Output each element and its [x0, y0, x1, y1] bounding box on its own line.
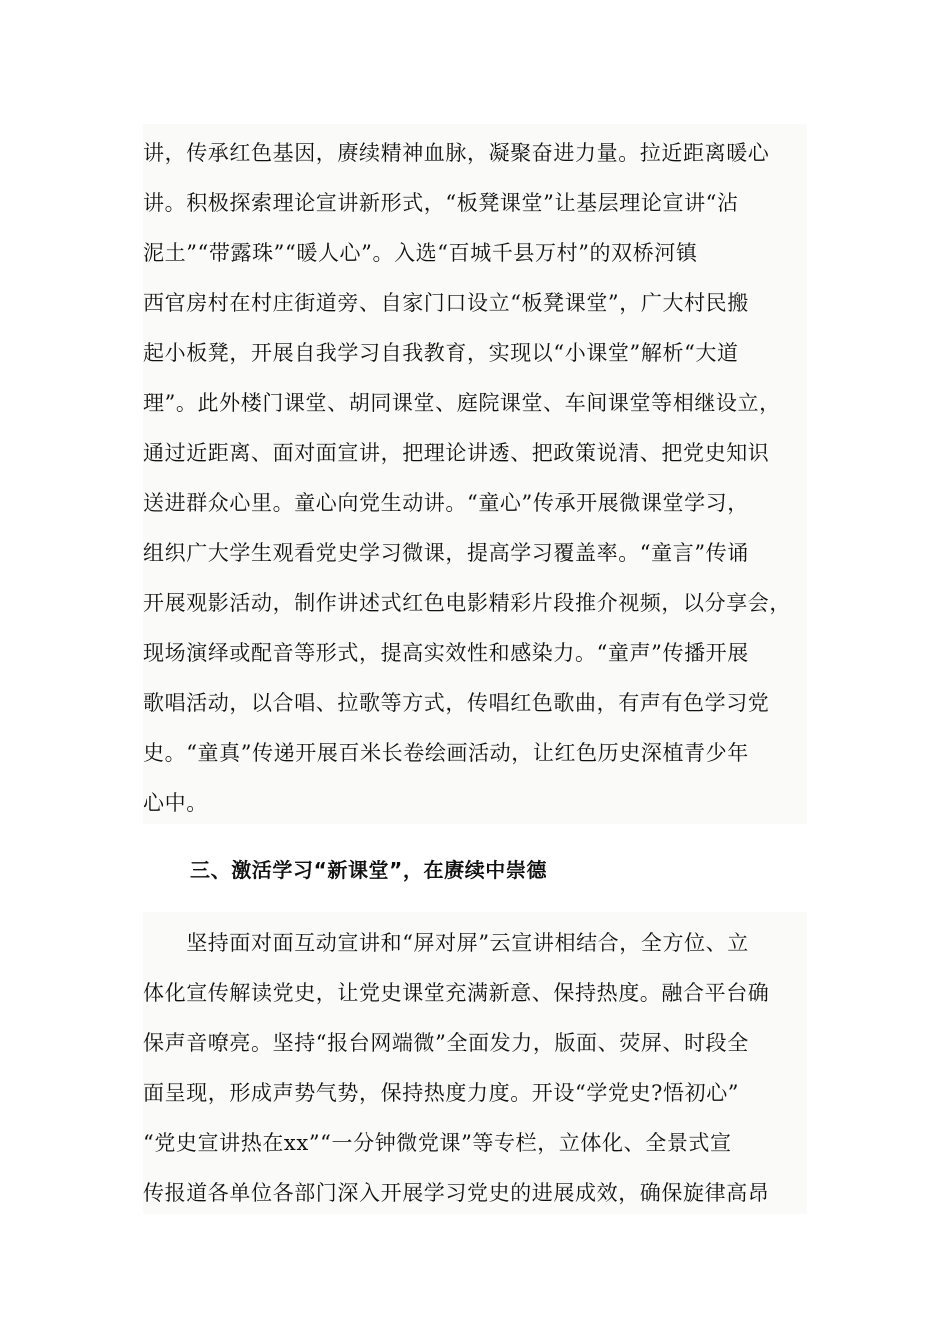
section-heading: 三、激活学习“新课堂”，在赓续中崇德 [190, 858, 548, 882]
paragraph-line: 体化宣传解读党史，让党史课堂充满新意、保持热度。融合平台确 [143, 981, 770, 1005]
paragraph-line: 理”。此外楼门课堂、胡同课堂、庭院课堂、车间课堂等相继设立， [143, 391, 781, 415]
paragraph-line: 西官房村在村庄街道旁、自家门口设立“板凳课堂”，广大村民搬 [143, 291, 749, 315]
paragraph-line: 讲。积极探索理论宣讲新形式，“板凳课堂”让基层理论宣讲“沾 [143, 191, 739, 215]
paragraph-line: 心中。 [143, 791, 208, 815]
paragraph-1 [143, 124, 807, 824]
paragraph-line: 送进群众心里。童心向党生动讲。“童心”传承开展微课堂学习， [143, 491, 749, 515]
paragraph-line: 现场演绎或配音等形式，提高实效性和感染力。“童声”传播开展 [143, 641, 749, 665]
paragraph-line: 起小板凳，开展自我学习自我教育，实现以“小课堂”解析“大道 [143, 341, 739, 365]
paragraph-line: “党史宣讲热在xx”“一分钟微党课”等专栏，立体化、全景式宣 [143, 1131, 732, 1155]
paragraph-line: 开展观影活动，制作讲述式红色电影精彩片段推介视频，以分享会， [143, 591, 791, 615]
paragraph-line: 面呈现，形成声势气势，保持热度力度。开设“学党史?悟初心” [143, 1081, 740, 1105]
paragraph-line: 坚持面对面互动宣讲和“屏对屏”云宣讲相结合，全方位、立 [143, 931, 749, 955]
paragraph-line: 保声音嘹亮。坚持“报台网端微”全面发力，版面、荧屏、时段全 [143, 1031, 749, 1055]
paragraph-line: 史。“童真”传递开展百米长卷绘画活动，让红色历史深植青少年 [143, 741, 749, 765]
paragraph-line: 歌唱活动，以合唱、拉歌等方式，传唱红色歌曲，有声有色学习党 [143, 691, 770, 715]
paragraph-line: 通过近距离、面对面宣讲，把理论讲透、把政策说清、把党史知识 [143, 441, 770, 465]
paragraph-line: 组织广大学生观看党史学习微课，提高学习覆盖率。“童言”传诵 [143, 541, 749, 565]
paragraph-line: 传报道各单位各部门深入开展学习党史的进展成效，确保旋律高昂 [143, 1181, 770, 1205]
paragraph-line: 讲，传承红色基因，赓续精神血脉，凝聚奋进力量。拉近距离暖心 [143, 141, 770, 165]
paragraph-2 [143, 912, 807, 1214]
paragraph-line: 泥土”“带露珠”“暖人心”。入选“百城千县万村”的双桥河镇 [143, 241, 698, 265]
